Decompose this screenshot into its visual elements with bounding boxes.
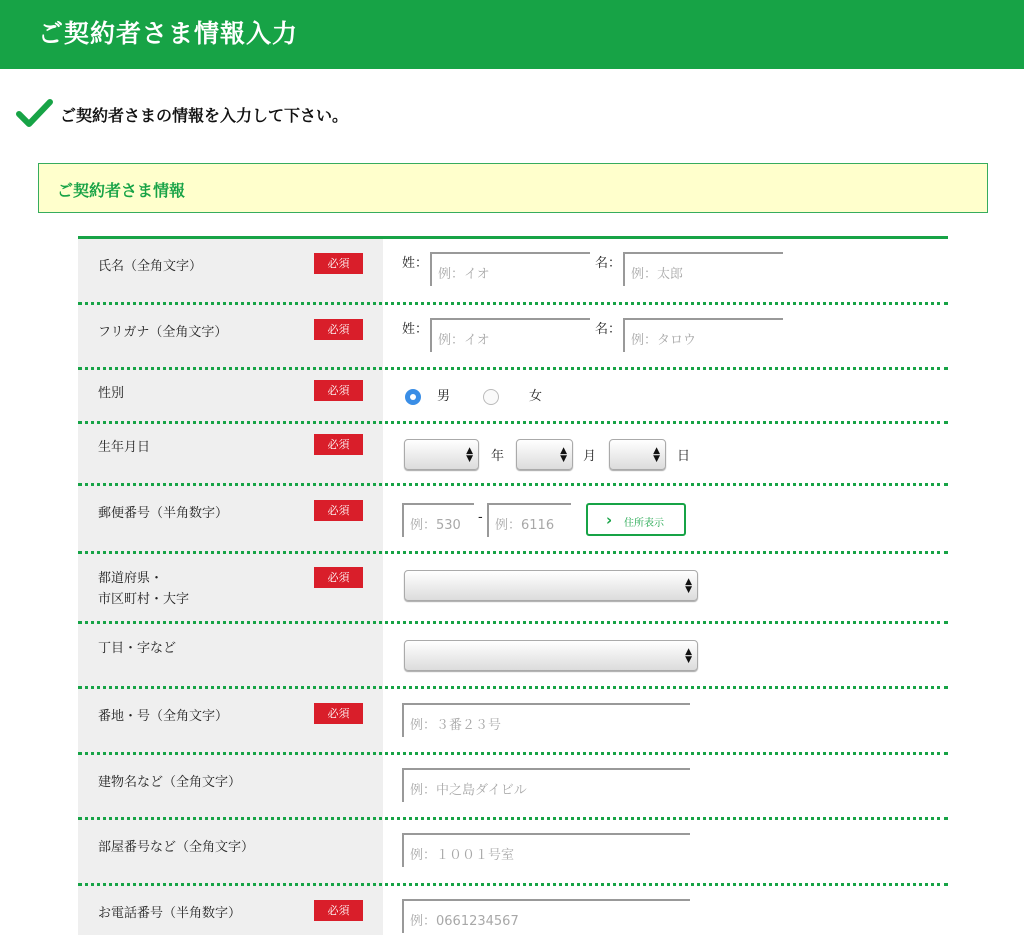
required-badge: 必須 — [314, 703, 363, 724]
name-field — [383, 239, 948, 305]
gender-label: 性別 — [98, 386, 125, 401]
section-header — [38, 163, 988, 213]
row-room — [78, 820, 948, 886]
postal-code-part1-input[interactable] — [402, 503, 474, 537]
row-chome — [78, 624, 948, 689]
sei-label: 姓： — [402, 256, 429, 271]
page-title: ご契約者さま情報入力 — [38, 19, 299, 48]
birth-month-select[interactable] — [516, 439, 573, 470]
room-field — [383, 820, 948, 886]
row-label-cell — [78, 689, 383, 755]
required-badge: 必須 — [314, 900, 363, 921]
row-label-cell — [78, 820, 383, 886]
chome-label: 丁目・字など — [98, 641, 177, 656]
row-label-cell — [78, 305, 383, 370]
row-label-cell — [78, 755, 383, 820]
furigana-label: フリガナ（全角文字） — [98, 325, 228, 340]
row-building — [78, 755, 948, 820]
row-label-cell — [78, 624, 383, 689]
prefecture-field — [383, 554, 948, 624]
row-label-cell — [78, 370, 383, 424]
mei-label: 名： — [595, 256, 622, 271]
required-badge: 必須 — [314, 380, 363, 401]
show-address-label: 住所表示 — [624, 518, 664, 529]
year-unit: 年 — [491, 449, 505, 464]
birth-day-select[interactable] — [609, 439, 666, 470]
postal-code-part2-input[interactable] — [487, 503, 571, 537]
last-name-kana-input[interactable] — [430, 318, 590, 352]
phone-label: お電話番号（半角数字） — [98, 906, 242, 921]
gender-male-label: 男 — [437, 389, 451, 404]
birthdate-field — [383, 424, 948, 486]
gender-male-radio[interactable] — [405, 389, 421, 405]
phone-field — [383, 886, 948, 935]
row-label-cell — [78, 424, 383, 486]
banchi-label: 番地・号（全角文字） — [98, 709, 229, 724]
row-postal — [78, 486, 948, 554]
required-badge: 必須 — [314, 567, 363, 588]
room-input[interactable] — [402, 833, 690, 867]
select-arrows-icon: ▲ ▼ — [653, 446, 660, 464]
first-name-input[interactable] — [623, 252, 783, 286]
postal-label: 郵便番号（半角数字） — [98, 506, 229, 521]
chevron-right-icon: › — [606, 511, 613, 529]
sei-label: 姓： — [402, 322, 429, 337]
furigana-field — [383, 305, 948, 370]
gender-field — [383, 370, 948, 424]
name-label: 氏名（全角文字） — [98, 259, 203, 274]
row-name — [78, 239, 948, 305]
section-title: ご契約者さま情報 — [57, 181, 186, 200]
room-label: 部屋番号など（全角文字） — [98, 840, 255, 855]
birthdate-label: 生年月日 — [98, 440, 151, 455]
mei-label: 名： — [595, 322, 622, 337]
first-name-kana-input[interactable] — [623, 318, 783, 352]
row-furigana — [78, 305, 948, 370]
select-arrows-icon: ▲ ▼ — [466, 446, 473, 464]
birth-year-select[interactable] — [404, 439, 479, 470]
prefecture-label-line1: 都道府県・ — [98, 571, 164, 586]
chome-field — [383, 624, 948, 689]
last-name-input[interactable] — [430, 252, 590, 286]
contractor-form — [78, 236, 948, 935]
select-arrows-icon: ▲ ▼ — [560, 446, 567, 464]
row-label-cell — [78, 239, 383, 305]
banchi-input[interactable] — [402, 703, 690, 737]
building-label: 建物名など（全角文字） — [98, 775, 242, 790]
required-badge: 必須 — [314, 500, 363, 521]
day-unit: 日 — [677, 449, 691, 464]
select-arrows-icon: ▲ ▼ — [685, 577, 692, 595]
postal-field — [383, 486, 948, 554]
gender-female-label: 女 — [529, 389, 543, 404]
required-badge: 必須 — [314, 253, 363, 274]
row-label-cell — [78, 886, 383, 935]
checkmark-icon — [16, 98, 54, 132]
row-birthdate — [78, 424, 948, 486]
select-arrows-icon: ▲ ▼ — [685, 647, 692, 665]
show-address-button[interactable] — [586, 503, 686, 536]
prefecture-city-select[interactable] — [404, 570, 698, 601]
prefecture-label — [98, 568, 189, 610]
row-label-cell — [78, 554, 383, 624]
row-banchi — [78, 689, 948, 755]
intro-text: ご契約者さまの情報を入力して下さい。 — [60, 106, 349, 125]
required-badge: 必須 — [314, 434, 363, 455]
building-field — [383, 755, 948, 820]
row-phone — [78, 886, 948, 935]
month-unit: 月 — [583, 449, 597, 464]
page-header — [0, 0, 1024, 69]
intro-message — [16, 98, 716, 132]
required-badge: 必須 — [314, 319, 363, 340]
prefecture-label-line2: 市区町村・大字 — [98, 592, 190, 607]
row-label-cell — [78, 486, 383, 554]
row-prefecture — [78, 554, 948, 624]
postal-separator: - — [478, 510, 483, 525]
building-input[interactable] — [402, 768, 690, 802]
banchi-field — [383, 689, 948, 755]
phone-input[interactable] — [402, 899, 690, 933]
row-gender — [78, 370, 948, 424]
gender-female-radio[interactable] — [483, 389, 499, 405]
chome-select[interactable] — [404, 640, 698, 671]
